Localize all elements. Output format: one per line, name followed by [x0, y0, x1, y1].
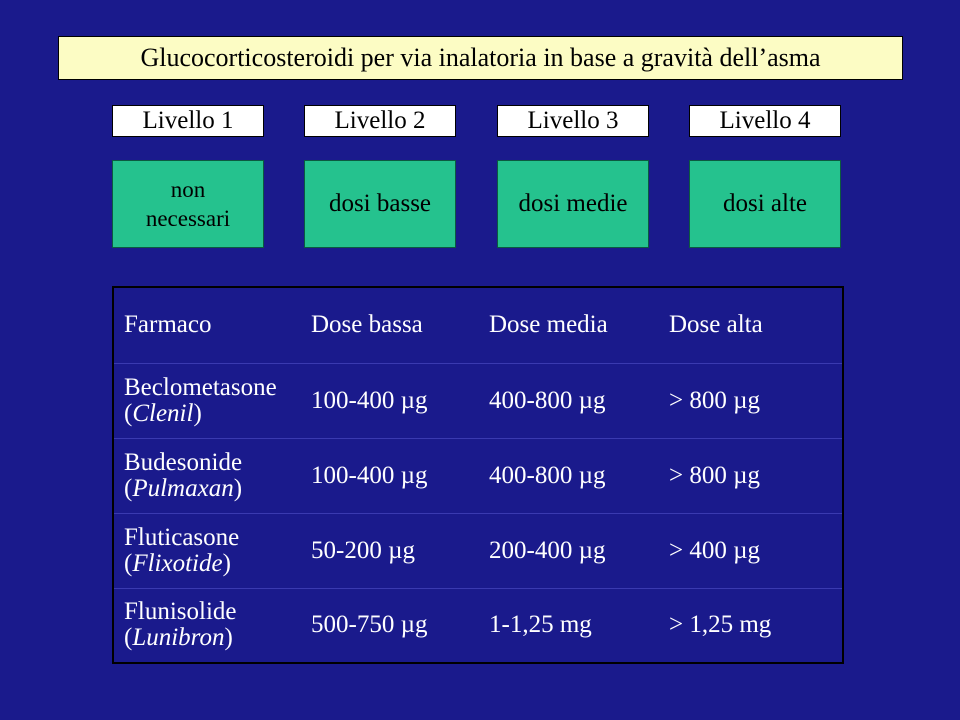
drug-brand: Clenil	[132, 399, 194, 427]
dose-level-2-text: dosi basse	[328, 190, 432, 217]
header-dose-media: Dose media	[479, 287, 659, 363]
dose-level-4-text: dosi alte	[722, 190, 807, 217]
dose-level-3-text: dosi medie	[518, 190, 628, 217]
dose-level-2	[304, 160, 456, 248]
dose-high-cell: > 800 µg	[659, 363, 843, 438]
dose-level-1-text: non necessari	[145, 177, 231, 231]
table-header-row	[113, 287, 843, 363]
level-1-label: Livello 1	[112, 105, 264, 137]
drug-name-cell: Fluticasone (Flixotide)	[113, 513, 301, 588]
table-row	[113, 438, 843, 513]
drug-name-cell: Beclometasone (Clenil)	[113, 363, 301, 438]
dose-level-4	[689, 160, 841, 248]
drug-name: Flunisolide	[124, 598, 237, 626]
dose-medium-cell: 400-800 µg	[479, 363, 659, 438]
level-2-label: Livello 2	[304, 105, 456, 137]
dose-medium-cell: 1-1,25 mg	[479, 588, 659, 663]
dose-table	[112, 286, 842, 664]
header-dose-alta: Dose alta	[659, 287, 843, 363]
dose-low-cell: 50-200 µg	[301, 513, 479, 588]
header-dose-bassa: Dose bassa	[301, 287, 479, 363]
header-farmaco: Farmaco	[113, 287, 301, 363]
level-3-label: Livello 3	[497, 105, 649, 137]
dose-medium-cell: 200-400 µg	[479, 513, 659, 588]
dose-medium-cell: 400-800 µg	[479, 438, 659, 513]
dose-high-cell: > 800 µg	[659, 438, 843, 513]
table-row	[113, 588, 843, 663]
dose-low-cell: 500-750 µg	[301, 588, 479, 663]
drug-name-cell: Budesonide (Pulmaxan)	[113, 438, 301, 513]
dose-level-3	[497, 160, 649, 248]
dose-high-cell: > 400 µg	[659, 513, 843, 588]
level-4-label: Livello 4	[689, 105, 841, 137]
drug-name: Budesonide	[124, 448, 243, 476]
dose-low-cell: 100-400 µg	[301, 438, 479, 513]
drug-name-cell: Flunisolide (Lunibron)	[113, 588, 301, 663]
drug-name: Beclometasone	[124, 373, 277, 401]
drug-brand: Flixotide	[132, 549, 223, 577]
table-row	[113, 513, 843, 588]
drug-name: Fluticasone	[124, 523, 240, 551]
table-row	[113, 363, 843, 438]
slide-title: Glucocorticosteroidi per via inalatoria in base a gravità dell’asma	[58, 36, 903, 80]
drug-brand: Lunibron	[132, 624, 225, 652]
dose-high-cell: > 1,25 mg	[659, 588, 843, 663]
drug-brand: Pulmaxan	[132, 474, 234, 502]
dose-low-cell: 100-400 µg	[301, 363, 479, 438]
dose-level-1	[112, 160, 264, 248]
